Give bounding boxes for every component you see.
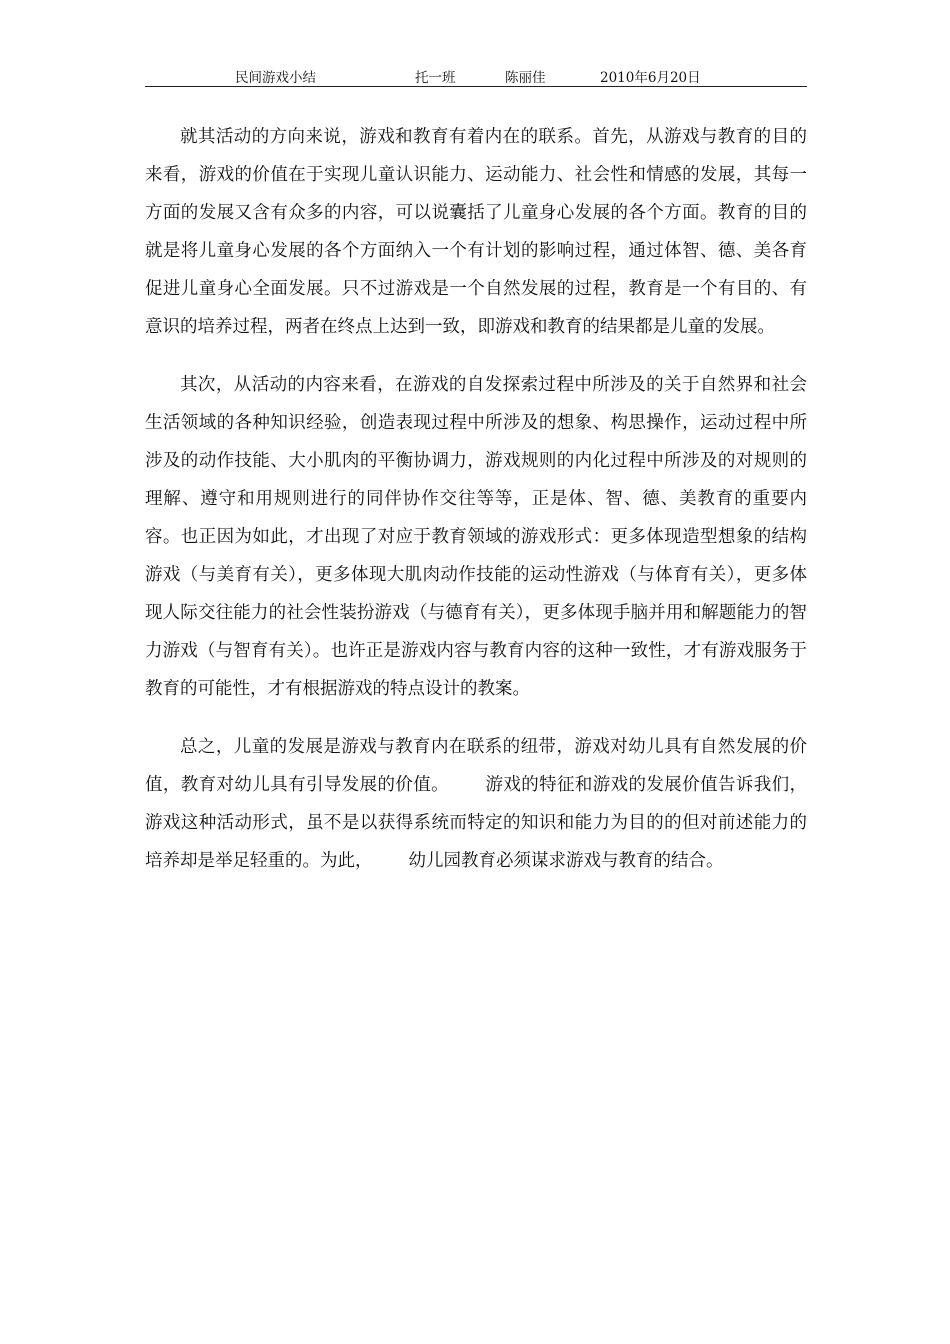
header-title: 民间游戏小结 xyxy=(235,70,316,86)
paragraph-1: 就其活动的方向来说，游戏和教育有着内在的联系。首先，从游戏与教育的目的来看，游戏的价值在于实现儿童认识能力、运动能力、社会性和情感的发展，其每一方面的发展又含有众多的内容，可以说囊括了儿童身心发展的各个方面。教育的目的就是将儿童身心发展的各个方面纳入一个有计划的影响过程，通过体智、德、美各育促进儿童身心全面发展。只不过游戏是一个自然发展的过程，教育是一个有目的、有意识的培养过程，两者在终点上达到一致，即游戏和教育的结果都是儿童的发展。 xyxy=(145,127,807,337)
paragraph-2: 其次，从活动的内容来看，在游戏的自发探索过程中所涉及的关于自然界和社会生活领域的各种知识经验，创造表现过程中所涉及的想象、构思操作，运动过程中所涉及的动作技能、大小肌肉的平衡协调力，游戏规则的内化过程中所涉及的对规则的理解、遵守和用规则进行的同伴协作交往等等，正是体、智、德、美教育的重要内容。也正因为如此，才出现了对应于教育领域的游戏形式：更多体现造型想象的结构游戏（与美育有关），更多体现大肌肉动作技能的运动性游戏（与体育有关），更多体现人际交往能力的社会性装扮游戏（与德育有关），更多体现手脑并用和解题能力的智力游戏（与智育有关）。也许正是游戏内容与教育内容的这种一致性，才有游戏服务于教育的可能性，才有根据游戏的特点设计的教案。 xyxy=(145,375,807,699)
page-header xyxy=(145,62,807,87)
header-date: 2010年6月20日 xyxy=(600,70,701,86)
header-class: 托一班 xyxy=(415,70,456,86)
document-body xyxy=(145,118,807,900)
header-author: 陈丽佳 xyxy=(505,70,546,86)
paragraph-3 xyxy=(145,728,807,880)
paragraph-3-part-3: 幼儿园教育必须谋求游戏与教育的结合。 xyxy=(408,851,724,871)
paragraph-3-part-1: 总之，儿童的发展是游戏与教育内在联系的纽带，游戏对幼儿具有自然发展的价值，教育对幼儿具有引导发展的价值。 xyxy=(145,737,807,795)
paragraph-3-part-2: 游戏的特征和游戏的发展价值告诉我们，游戏这种活动形式，虽不是以获得系统而特定的知识和能力为目的的但对前述能力的培养却是举足轻重的。为此， xyxy=(145,775,808,871)
